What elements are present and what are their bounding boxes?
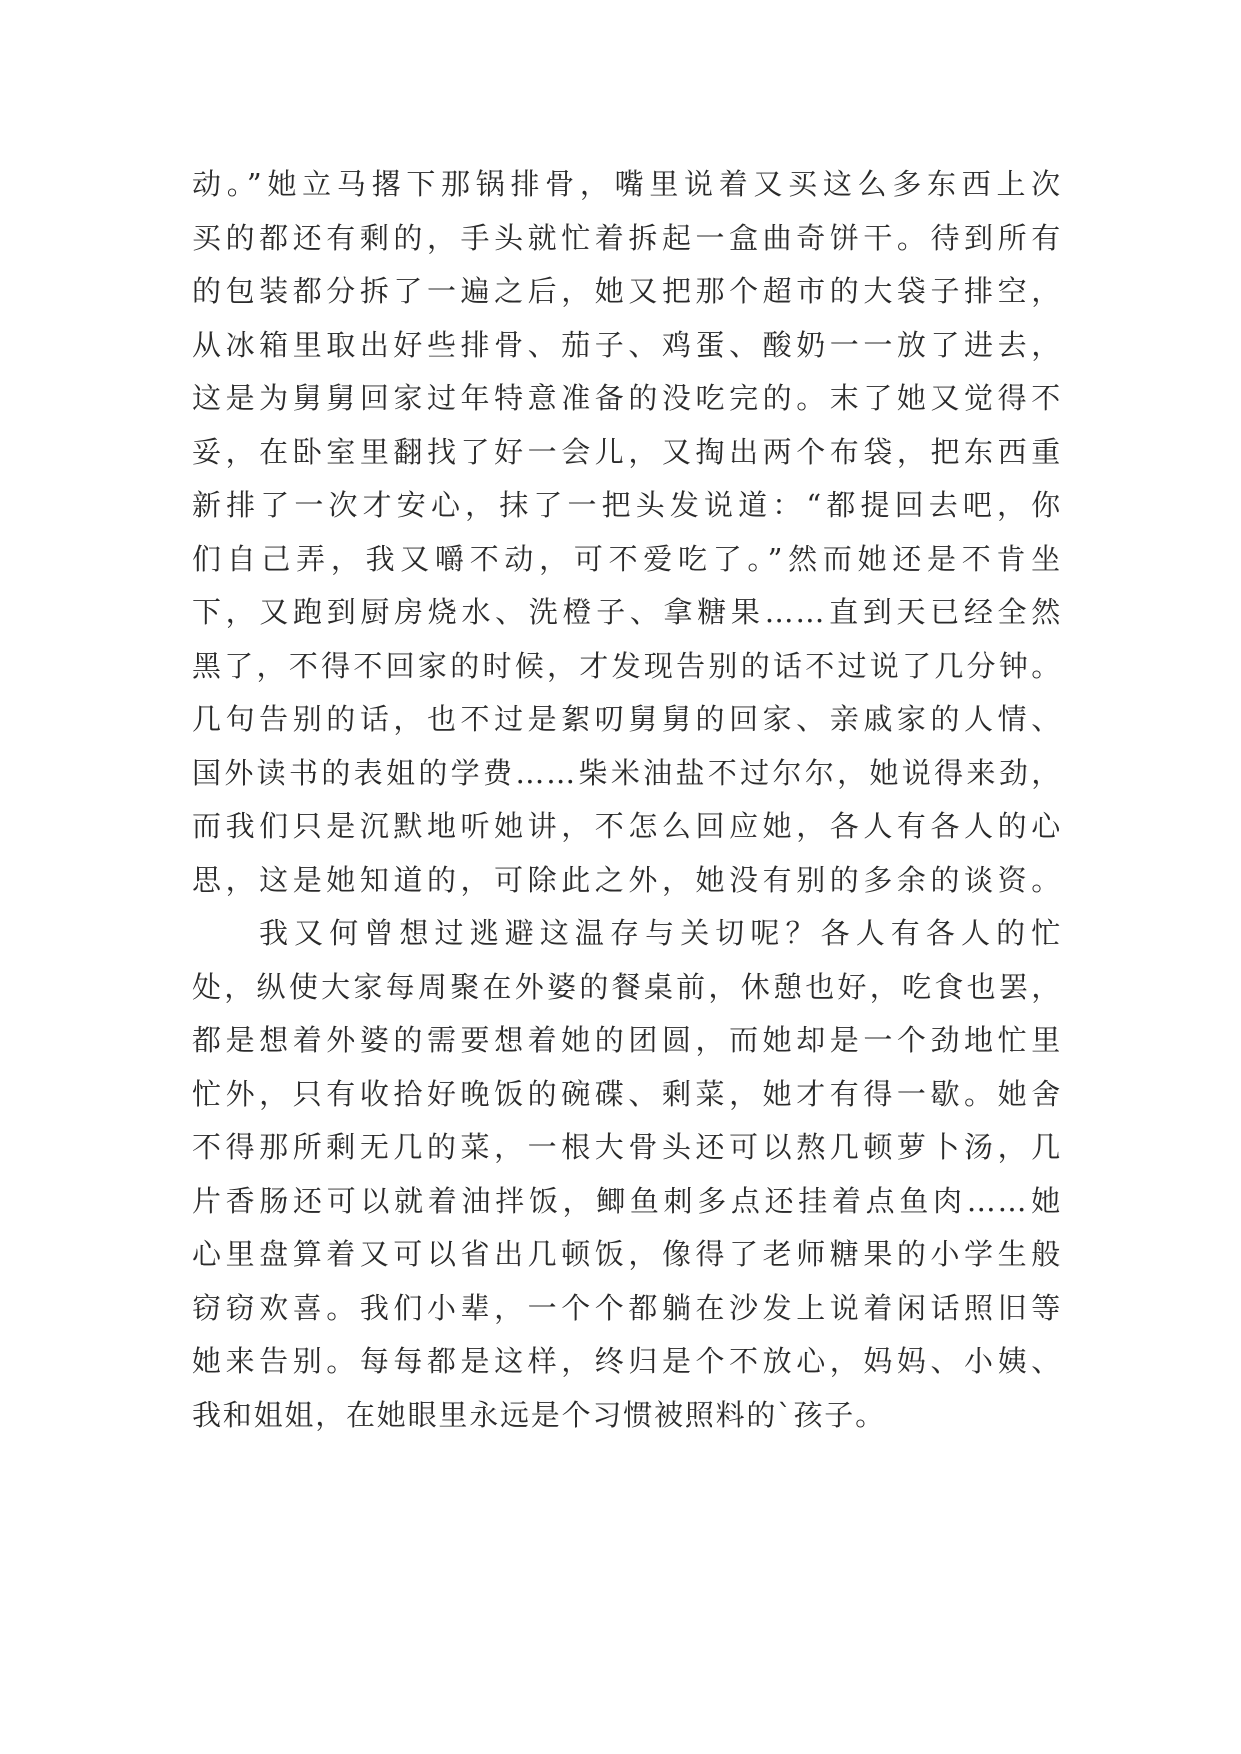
text-line: 买的都还有剩的，手头就忙着拆起一盒曲奇饼干。待到所有 [192,220,1062,255]
text-line: 下，又跑到厨房烧水、洗橙子、拿糖果……直到天已经全然 [192,595,1062,629]
text-line: 思，这是她知道的，可除此之外，她没有别的多余的谈资。 [192,862,1062,897]
paragraph-2 [192,907,1062,1442]
text-line: 窃窃欢喜。我们小辈，一个个都躺在沙发上说着闲话照旧等 [192,1290,1062,1325]
text-line: 黑了，不得不回家的时候，才发现告别的话不过说了几分钟。 [192,648,1062,683]
text-line: 片香肠还可以就着油拌饭，鲫鱼刺多点还挂着点鱼肉……她 [192,1183,1062,1218]
text-line: 从冰箱里取出好些排骨、茄子、鸡蛋、酸奶一一放了进去， [192,327,1062,362]
text-line: 不得那所剩无几的菜，一根大骨头还可以熬几顿萝卜汤，几 [192,1130,1062,1164]
text-line: 新排了一次才安心，抹了一把头发说道：“都提回去吧，你 [192,488,1062,522]
text-line: 忙外，只有收拾好晚饭的碗碟、剩菜，她才有得一歇。她舍 [192,1076,1062,1111]
paragraph-1 [192,158,1062,907]
text-line: 而我们只是沉默地听她讲，不怎么回应她，各人有各人的心 [192,809,1062,843]
text-line: 动。”她立马撂下那锅排骨，嘴里说着又买这么多东西上次 [192,167,1062,201]
text-line: 她来告别。每每都是这样，终归是个不放心，妈妈、小姨、 [192,1344,1062,1378]
text-line: 心里盘算着又可以省出几顿饭，像得了老师糖果的小学生般 [192,1237,1062,1271]
text-line: 都是想着外婆的需要想着她的团圆，而她却是一个劲地忙里 [192,1023,1062,1057]
text-line: 国外读书的表姐的学费……柴米油盐不过尔尔，她说得来劲， [192,755,1062,790]
text-line: 这是为舅舅回家过年特意准备的没吃完的。末了她又觉得不 [192,381,1062,415]
text-line: 我和姐姐，在她眼里永远是个习惯被照料的`孩子。 [192,1397,886,1432]
text-line: 几句告别的话，也不过是絮叨舅舅的回家、亲戚家的人情、 [192,702,1062,736]
text-line: 我又何曾想过逃避这温存与关切呢？各人有各人的忙 [259,916,1062,950]
text-line: 们自己弄，我又嚼不动，可不爱吃了。”然而她还是不肯坐 [192,541,1062,576]
text-line: 的包装都分拆了一遍之后，她又把那个超市的大袋子排空， [192,274,1062,308]
document-body [192,158,1062,1442]
text-line: 处，纵使大家每周聚在外婆的餐桌前，休憩也好，吃食也罢， [192,969,1062,1004]
text-line: 妥，在卧室里翻找了好一会儿，又掏出两个布袋，把东西重 [192,434,1062,469]
